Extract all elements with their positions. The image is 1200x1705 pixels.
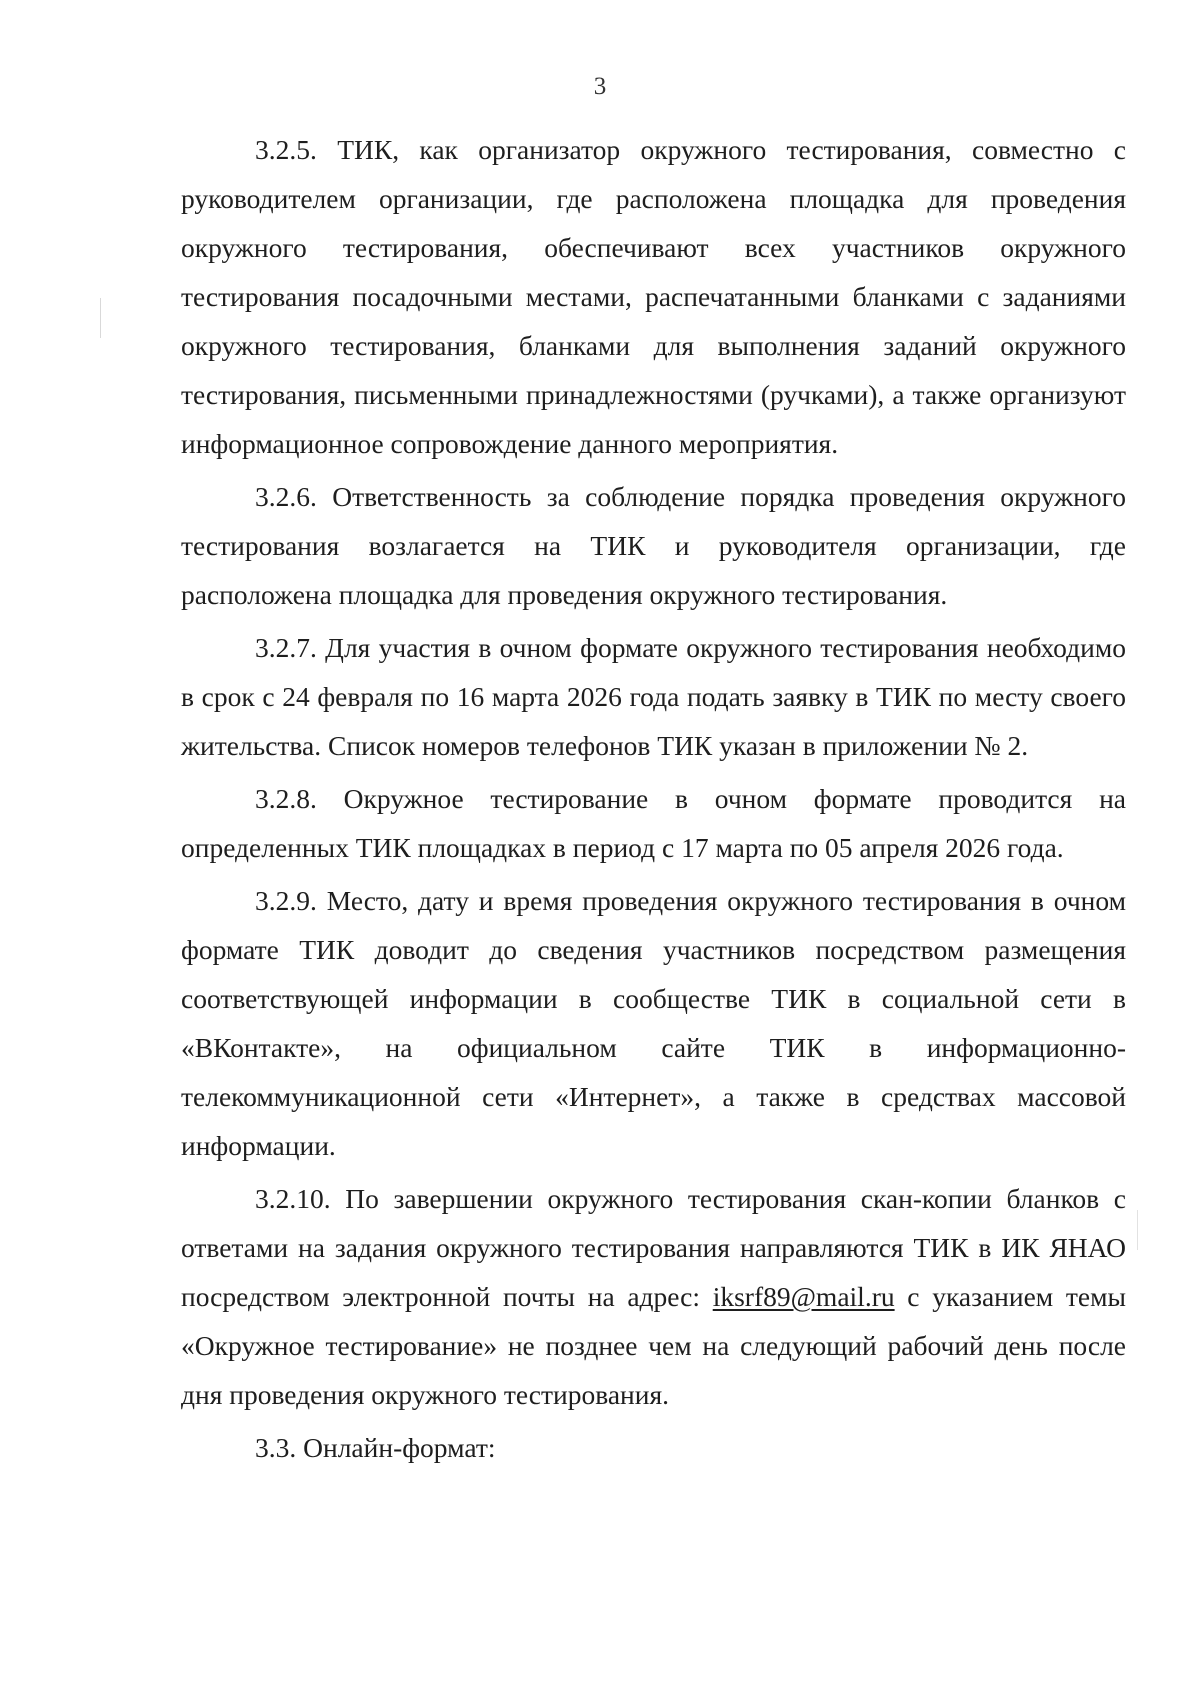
paragraph-3-2-10 bbox=[181, 1174, 1126, 1419]
paragraph-3-2-6: 3.2.6. Ответственность за соблюдение порядка проведения окружного тестирования возлагается на ТИК и руководителя организации, где расположена площадка для проведения окружного тестирования. bbox=[181, 481, 1126, 610]
paragraph-3-2-7: 3.2.7. Для участия в очном формате окружного тестирования необходимо в срок с 24 февраля по 16 марта 2026 года подать заявку в ТИК по месту своего жительства. Список номеров телефонов ТИК указан в приложении № 2. bbox=[181, 632, 1126, 761]
paragraph-3-2-10-text-start: 3.2.10. По завершении окружного тестирования скан-копии бланков с ответами на задания окружного тестирования направляются ТИК в ИК ЯНАО посредством электронной почты на адрес: bbox=[181, 1183, 1126, 1312]
scan-artifact bbox=[100, 298, 101, 338]
paragraph-3-2-5: 3.2.5. ТИК, как организатор окружного тестирования, совместно с руководителем организации, где расположена площадка для проведения окружного тестирования, обеспечивают всех участников окружного тестирования посадочными местами, распечатанными бланками с заданиями окружного тестирования, бланками для выполнения заданий окружного тестирования, письменными принадлежностями (ручками), а также организуют информационное сопровождение данного мероприятия. bbox=[181, 134, 1126, 459]
section-heading-3-3: 3.3. Онлайн-формат: bbox=[255, 1432, 496, 1463]
page-number: 3 bbox=[593, 73, 607, 100]
email-link[interactable]: iksrf89@mail.ru bbox=[712, 1281, 895, 1312]
paragraph-3-2-10-text-end: с указанием темы «Окружное тестирование» не позднее чем на следующий рабочий день после дня проведения окружного тестирования. bbox=[181, 1281, 1126, 1410]
document-body bbox=[181, 125, 1126, 1472]
paragraph-3-2-8: 3.2.8. Окружное тестирование в очном формате проводится на определенных ТИК площадках в период с 17 марта по 05 апреля 2026 года. bbox=[181, 783, 1126, 863]
scan-artifact bbox=[1137, 1210, 1138, 1250]
paragraph-3-2-9: 3.2.9. Место, дату и время проведения окружного тестирования в очном формате ТИК доводит до сведения участников посредством размещения соответствующей информации в сообществе ТИК в социальной сети в «ВКонтакте», на официальном сайте ТИК в информационно-телекоммуникационной сети «Интернет», а также в средствах массовой информации. bbox=[181, 885, 1126, 1161]
